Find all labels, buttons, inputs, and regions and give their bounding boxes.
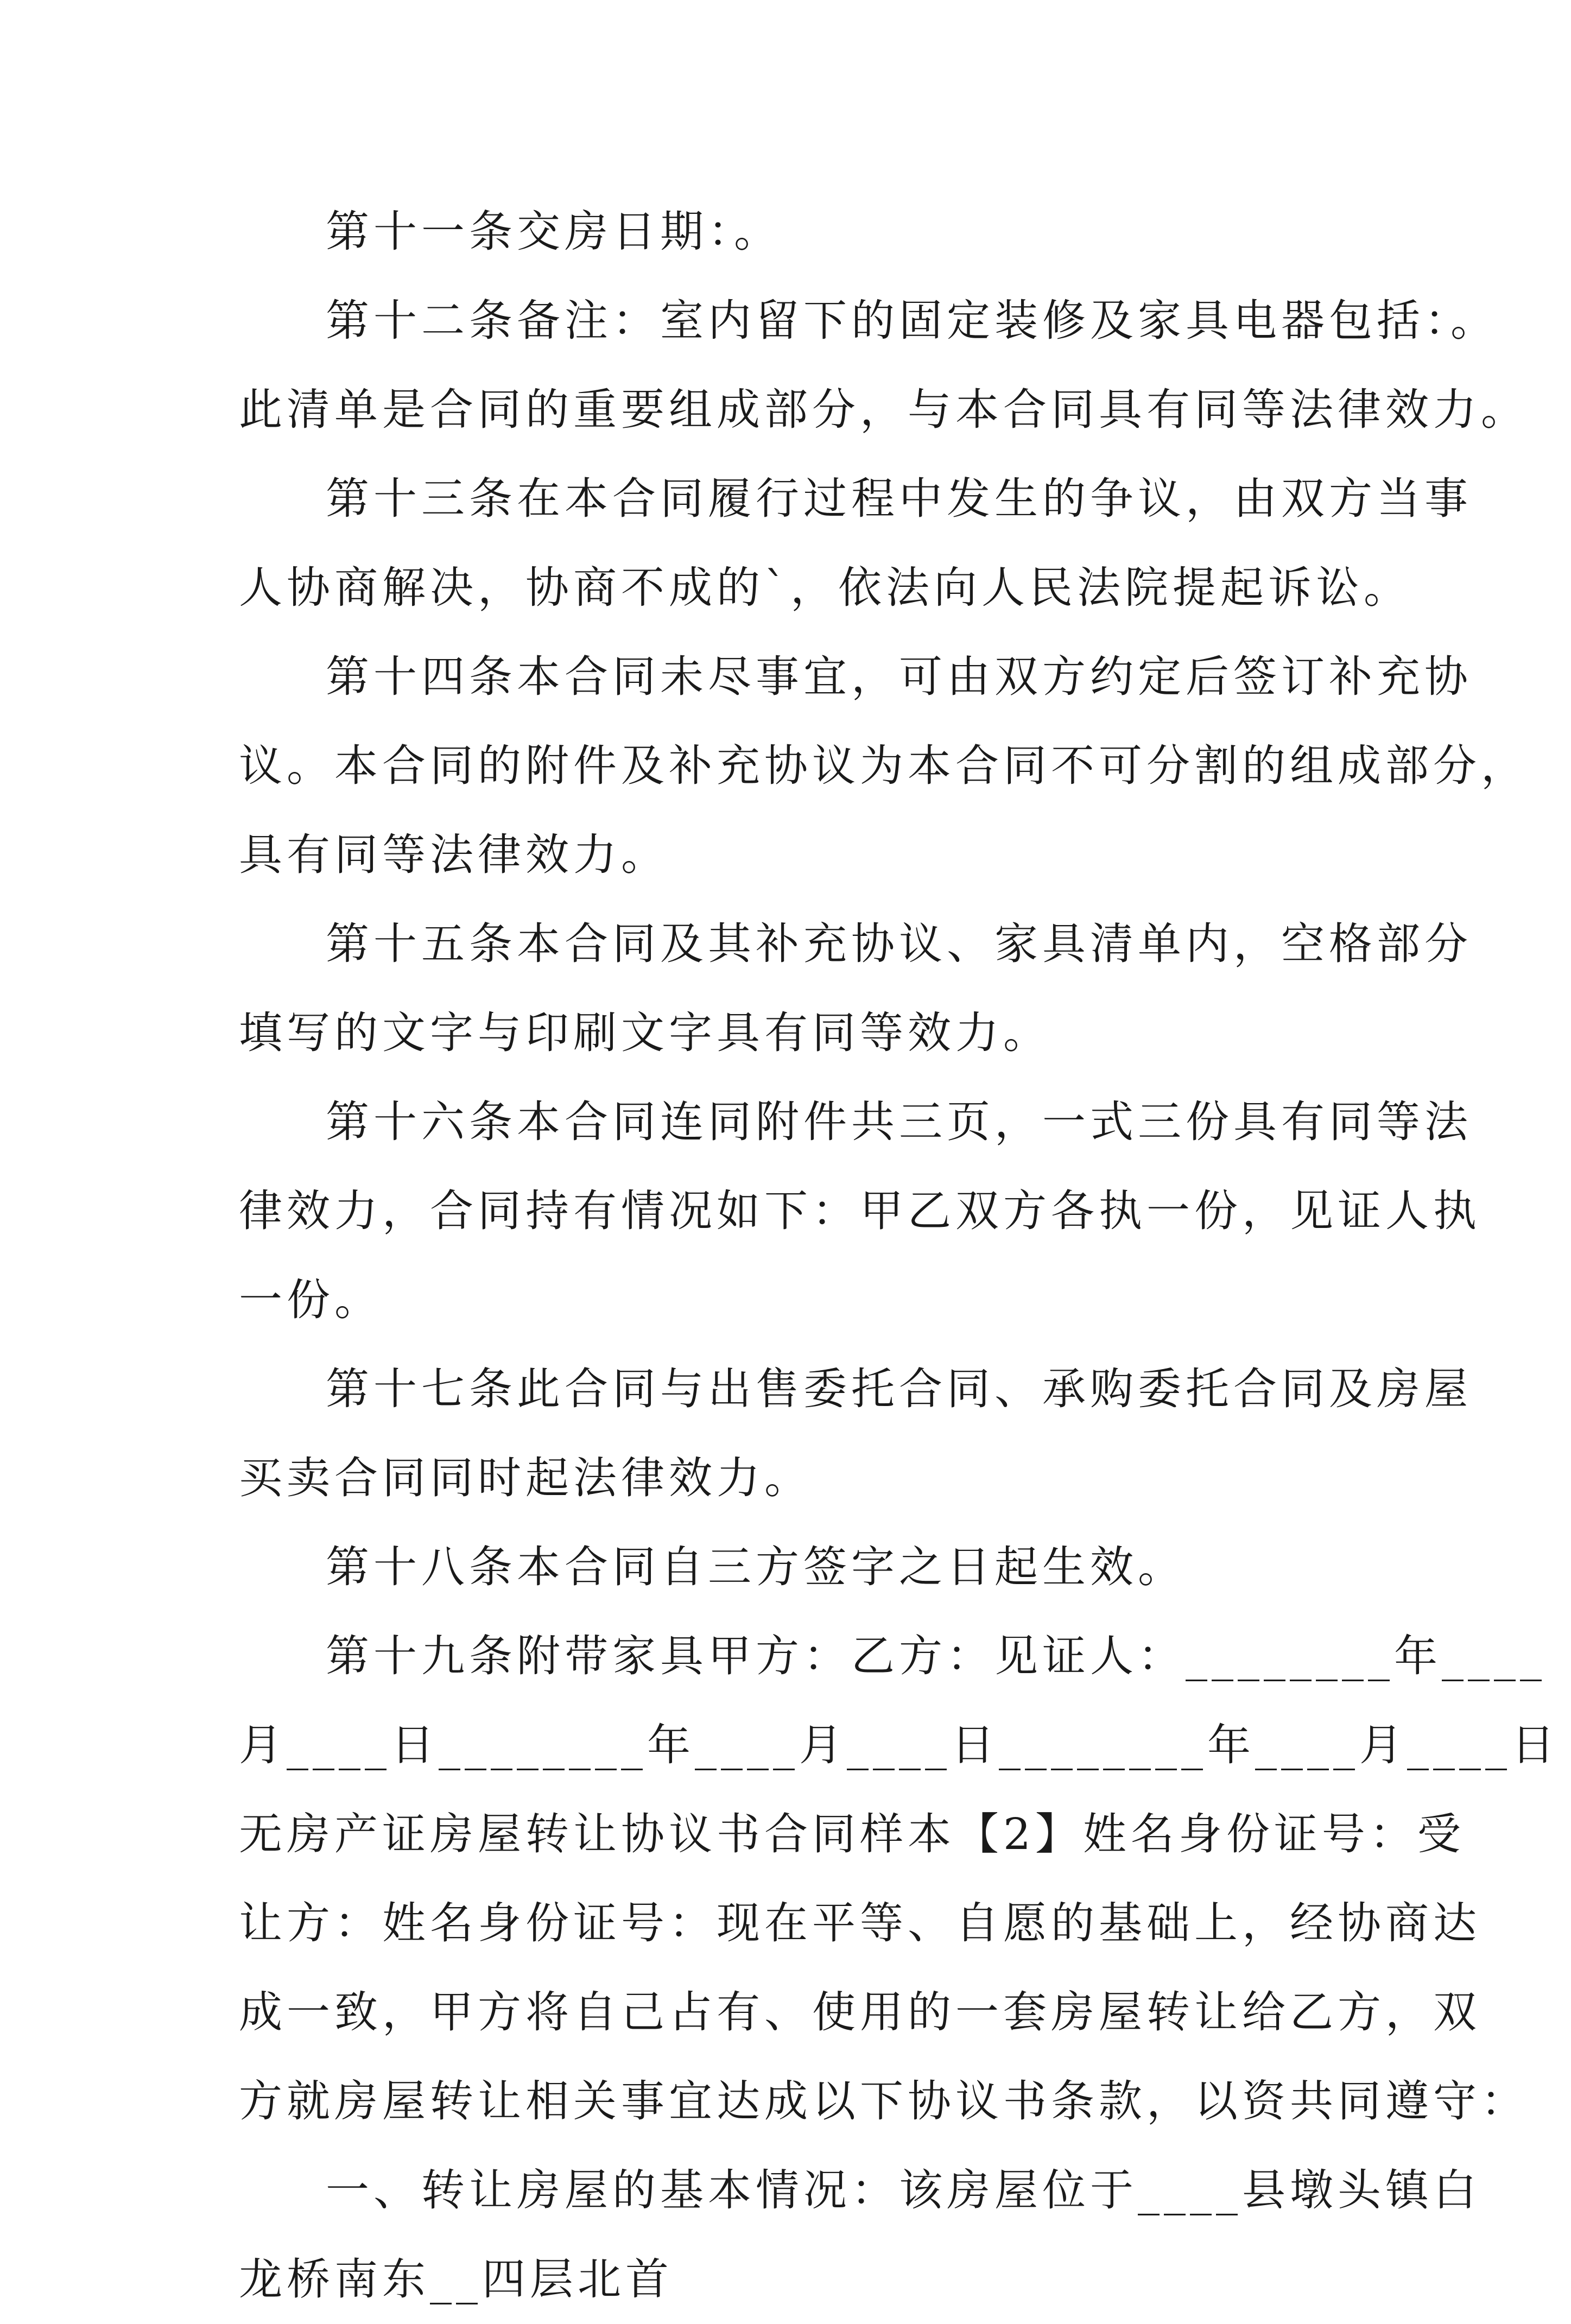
paragraph-line: 让方：姓名身份证号：现在平等、自愿的基础上，经协商达 [239, 1898, 1481, 1948]
paragraph-line: 月____日________年____月____日________年____月____日 [239, 1720, 1559, 1770]
paragraph-line: 人协商解决，协商不成的`，依法向人民法院提起诉讼。 [239, 562, 1411, 613]
document-body [239, 187, 1559, 2324]
paragraph-line: 第十六条本合同连同附件共三页，一式三份具有同等法 [326, 1097, 1472, 1147]
paragraph-line: 此清单是合同的重要组成部分，与本合同具有同等法律效力。 [239, 384, 1529, 435]
paragraph-line: 第十二条备注：室内留下的固定装修及家具电器包括：。 [326, 295, 1498, 346]
paragraph-line: 龙桥南东__四层北首 [239, 2254, 673, 2304]
paragraph-line: 填写的文字与印刷文字具有同等效力。 [239, 1008, 1051, 1058]
paragraph-line: 一份。 [239, 1275, 382, 1325]
paragraph-line: 买卖合同同时起法律效力。 [239, 1453, 812, 1503]
paragraph-line: 第十五条本合同及其补充协议、家具清单内，空格部分 [326, 919, 1472, 969]
paragraph-line: 一、转让房屋的基本情况：该房屋位于____县墩头镇白 [326, 2165, 1481, 2215]
paragraph-line: 第十八条本合同自三方签字之日起生效。 [326, 1542, 1186, 1592]
paragraph-line: 成一致，甲方将自己占有、使用的一套房屋转让给乙方，双 [239, 1987, 1481, 2037]
paragraph-line: 律效力，合同持有情况如下：甲乙双方各执一份，见证人执 [239, 1186, 1481, 1236]
paragraph-line: 方就房屋转让相关事宜达成以下协议书条款，以资共同遵守： [239, 2076, 1529, 2126]
paragraph-line: 第十四条本合同未尽事宜，可由双方约定后签订补充协 [326, 651, 1472, 702]
paragraph-line: 具有同等法律效力。 [239, 829, 669, 880]
paragraph-line: 无房产证房屋转让协议书合同样本【2】姓名身份证号：受 [239, 1809, 1465, 1859]
paragraph-line: 第十三条在本合同履行过程中发生的争议，由双方当事 [326, 473, 1472, 524]
paragraph-line: 第十一条交房日期：。 [326, 206, 782, 257]
paragraph-line: 议。本合同的附件及补充协议为本合同不可分割的组成部分， [239, 740, 1529, 791]
paragraph-line: 第十七条此合同与出售委托合同、承购委托合同及房屋 [326, 1364, 1472, 1414]
paragraph-line: 第十九条附带家具甲方：乙方：见证人：________年____ [326, 1631, 1546, 1681]
